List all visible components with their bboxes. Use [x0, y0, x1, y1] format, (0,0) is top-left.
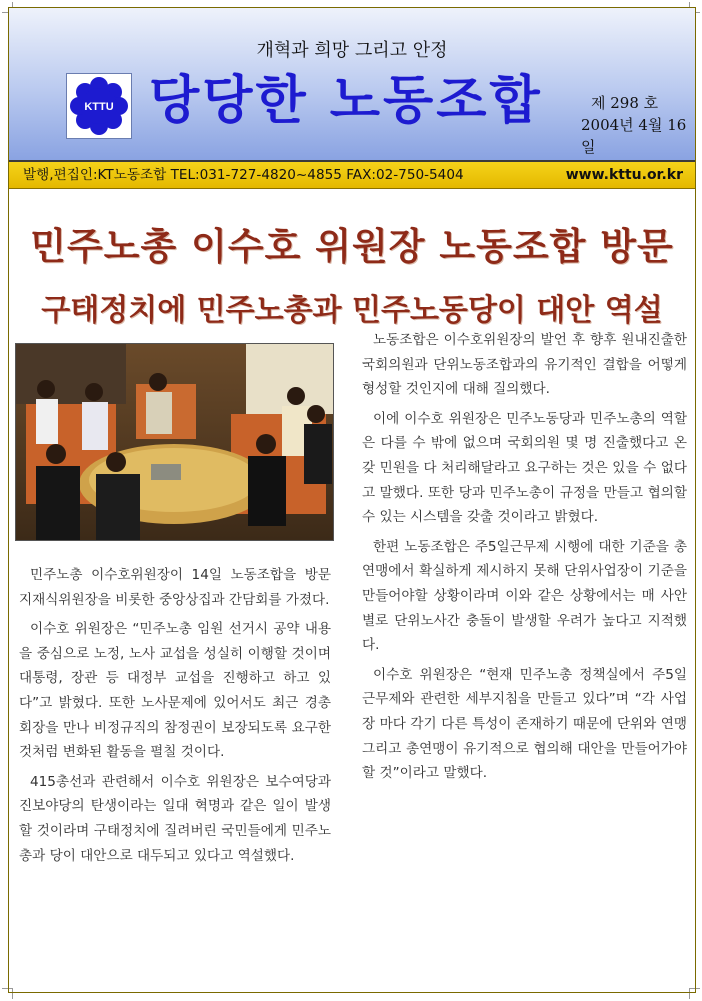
article-subheadline: 구태정치에 민주노총과 민주노동당이 대안 역설	[41, 293, 663, 328]
paper-title: 당당한 노동조합	[149, 71, 543, 131]
article-headline: 민주노총 이수호 위원장 노동조합 방문	[30, 225, 674, 268]
newsletter-page	[8, 7, 696, 993]
article-paragraph: 민주노총 이수호위원장이 14일 노동조합을 방문 지재식위원장을 비롯한 중앙상집과 간담회를 가졌다.	[19, 567, 331, 608]
kttu-flower-logo-icon	[66, 73, 132, 139]
issue-info	[581, 92, 695, 158]
meeting-photo	[15, 343, 334, 541]
article-paragraph: 노동조합은 이수호위원장의 발언 후 향후 원내진출한 국회의원과 단위노동조합과의 유기적인 결합을 어떻게 형성할 것인지에 대해 질의했다.	[362, 332, 687, 398]
article-paragraph: 415총선과 관련해서 이수호 위원장은 보수여당과 진보야당의 탄생이라는 일대 혁명과 같은 일이 발생할 것이라며 구태정치에 질려버린 국민들에게 민주노총과 당이 대안으로 대두되고 있다고 역설했다.	[19, 773, 331, 864]
publisher-info: 발행,편집인:KT노동조합 TEL:031-727-4820~4855 FAX:02-750-5404	[23, 167, 464, 183]
logo-graphic	[67, 74, 131, 138]
masthead	[9, 8, 695, 162]
issue-number: 제 298 호	[591, 94, 659, 112]
article-paragraph: 이수호 위원장은 “현재 민주노총 정책실에서 주5일 근무제와 관련한 세부지침을 만들고 있다”며 “각 사업장 마다 각기 다른 특성이 존재하기 때문에 단위와 연맹 그리고 총연맹이 유기적으로 협의해 대안을 만들어가야 할 것”이라고 말했다.	[362, 666, 687, 782]
article-column-right	[362, 328, 687, 791]
publisher-bar	[9, 162, 695, 189]
article-column-left	[19, 563, 331, 873]
issue-date: 2004년 4월 16일	[581, 116, 687, 156]
article-paragraph: 한편 노동조합은 주5일근무제 시행에 대한 기준을 총연맹에서 확실하게 제시하지 못해 단위사업장이 기준을 만들어야할 상황이라며 이와 같은 상황에서는 매 사안별로 단위노사간 충돌이 발생할 우려가 높다고 지적했다.	[362, 538, 687, 654]
article-paragraph: 이수호 위원장은 “민주노총 임원 선거시 공약 내용을 중심으로 노정, 노사 교섭을 성실히 이행할 것이며 대통령, 장관 등 대정부 교섭을 진행하고 하고 있다”고 밝혔다. 또한 노사문제에 있어서도 최근 경총 회장을 만나 비정규직의 참정권이 보장되도록 요구한 것처럼 변화된 활동을 펼칠 것이다.	[19, 621, 331, 761]
meeting-photo-graphic	[16, 344, 333, 540]
article-paragraph: 이에 이수호 위원장은 민주노동당과 민주노총의 역할은 다를 수 밖에 없으며 국회의원 몇 명 진출했다고 온갖 민원을 다 처리해달라고 요구하는 것은 있을 수 없다고 말했다. 또한 당과 민주노총이 규정을 만들고 협의할 수 있는 시스템을 갖출 것이라고 밝혔다.	[362, 410, 687, 526]
slogan: 개혁과 희망 그리고 안정	[256, 40, 448, 61]
logo-text: KTTU	[84, 101, 114, 113]
website-link[interactable]: www.kttu.or.kr	[565, 167, 683, 183]
